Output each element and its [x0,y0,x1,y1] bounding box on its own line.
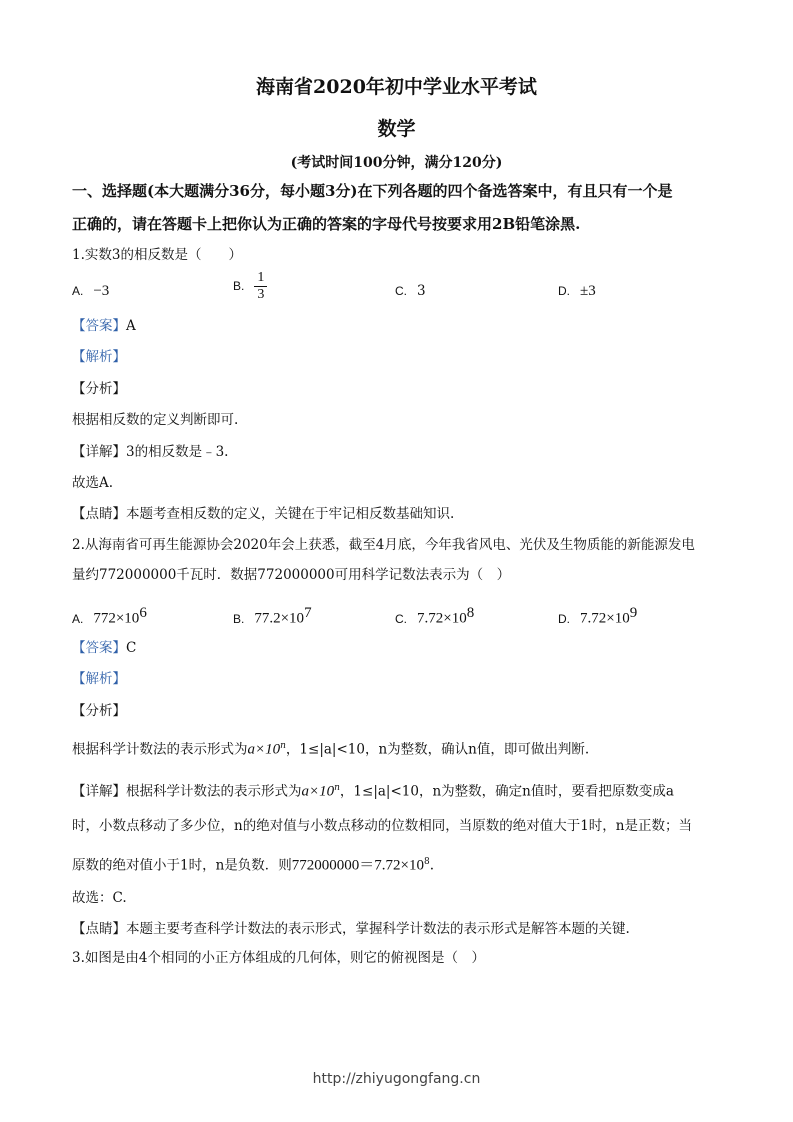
q2-option-c-base: 7.72×10 [417,610,467,627]
q1-option-d [558,282,596,300]
q1-option-c-value: 3 [417,283,426,299]
q2-option-c-key: C. [395,611,407,626]
q2-option-b-exponent: 7 [304,605,312,621]
q2-fenxi-range: ，1≤|a|<10，n为整数，确认n值，即可做出判断. [285,741,590,758]
q2-fenxi-row [72,737,589,759]
q1-option-b [233,270,267,303]
q2-option-b [233,604,312,628]
q2-stem-line1: 2.从海南省可再生能源协会2020年会上获悉，截至4月底，今年我省风电、光伏及生物质能的新能源发电 [72,537,695,553]
q1-detail-label: 【详解】 [72,444,126,460]
section1-instruction-line2: 正确的，请在答题卡上把你认为正确的答案的字母代号按要求用2B铅笔涂黑. [72,215,581,233]
footer-url[interactable]: http://zhiyugongfang.cn [312,1071,481,1087]
q1-option-a-value: −3 [93,283,110,299]
q2-fenxi-pre: 根据科学计数法的表示形式为 [72,741,248,758]
q2-option-d [558,604,637,628]
q2-option-b-key: B. [233,611,245,626]
section1-instruction-line1: 一、选择题(本大题满分36分，每小题3分)在下列各题的四个备选答案中，有且只有一个是 [72,182,673,200]
q1-option-d-key: D. [558,284,570,298]
q2-choose: 故选：C. [72,890,127,906]
q1-option-b-numerator: 1 [254,270,267,287]
q1-analysis-label: 【解析】 [72,349,126,365]
q2-option-d-base: 7.72×10 [580,610,630,627]
q2-detail-equation: 772000000＝7.72×10 [291,857,425,874]
q1-option-b-key: B. [233,279,245,293]
q2-detail-row1 [72,779,674,801]
q1-option-b-fraction [254,270,267,303]
q1-dianjing-row [72,505,454,523]
q2-dianjing-label: 【点睛】 [72,921,126,937]
q2-fenxi-formula: a×10 [247,741,281,758]
q2-option-a-base: 772×10 [93,610,140,627]
q1-answer-value: A [126,318,136,334]
q2-analysis-label: 【解析】 [72,671,126,687]
q2-detail-formula: a×10 [301,783,335,800]
q2-option-c [395,604,474,628]
q1-option-a-key: A. [72,284,84,298]
q2-option-b-base: 77.2×10 [254,610,305,627]
q1-option-b-denominator: 3 [257,287,265,302]
q2-option-a-exponent: 6 [139,605,147,621]
q1-option-c-key: C. [395,284,407,298]
q1-option-d-value: ±3 [580,283,596,299]
q1-answer-label: 【答案】 [72,318,126,334]
q1-fenxi-text: 根据相反数的定义判断即可. [72,412,239,428]
exam-note: (考试时间100分钟，满分120分) [290,155,503,171]
q1-answer-row [72,317,136,335]
q2-answer-label: 【答案】 [72,640,126,656]
q1-choose: 故选A. [72,475,114,491]
q2-detail-row3 [72,853,434,875]
q1-dianjing-text: 本题考查相反数的定义，关键在于牢记相反数基础知识. [126,506,455,522]
subject-title: 数学 [377,118,416,140]
q2-detail-label: 【详解】 [72,783,126,800]
q2-detail-formula-exponent: n [334,783,340,793]
q1-detail-text: 3的相反数是﹣3. [126,444,229,460]
q2-option-c-exponent: 8 [466,605,475,621]
q2-option-d-key: D. [558,611,570,626]
q2-detail-line3-post: . [429,857,435,874]
q1-option-c [395,282,426,300]
q2-option-d-exponent: 9 [629,605,638,621]
q1-option-a [72,282,109,300]
q2-option-a-key: A. [72,611,84,626]
q2-option-a [72,604,147,628]
q1-dianjing-label: 【点睛】 [72,506,126,522]
q2-detail-line1-post: ，1≤|a|<10，n为整数，确定n值时，要看把原数变成a [339,783,674,800]
q1-stem: 1.实数3的相反数是（ ） [72,247,242,263]
q2-fenxi-label: 【分析】 [72,703,126,719]
q2-fenxi-formula-exponent: n [280,741,286,751]
q2-stem-line2: 量约772000000千瓦时．数据772000000可用科学记数法表示为（ ） [72,567,511,583]
q2-dianjing-row [72,920,630,938]
q1-fenxi-label: 【分析】 [72,381,126,397]
exam-title: 海南省2020年初中学业水平考试 [256,76,537,98]
q2-answer-value: C [126,640,137,656]
q2-detail-line3-pre: 原数的绝对值小于1时，n是负数．则 [72,857,292,874]
q2-answer-row [72,639,136,657]
q1-detail-row [72,443,228,461]
q3-stem: 3.如图是由4个相同的小正方体组成的几何体，则它的俯视图是（ ） [72,950,485,966]
q2-detail-line2: 时，小数点移动了多少位，n的绝对值与小数点移动的位数相同，当原数的绝对值大于1时，n是正数；当 [72,818,692,834]
q2-detail-pre: 根据科学计数法的表示形式为 [126,783,302,800]
q2-detail-equation-exponent: 8 [424,857,430,867]
q2-dianjing-text: 本题主要考查科学计数法的表示形式，掌握科学计数法的表示形式是解答本题的关键. [126,921,630,937]
